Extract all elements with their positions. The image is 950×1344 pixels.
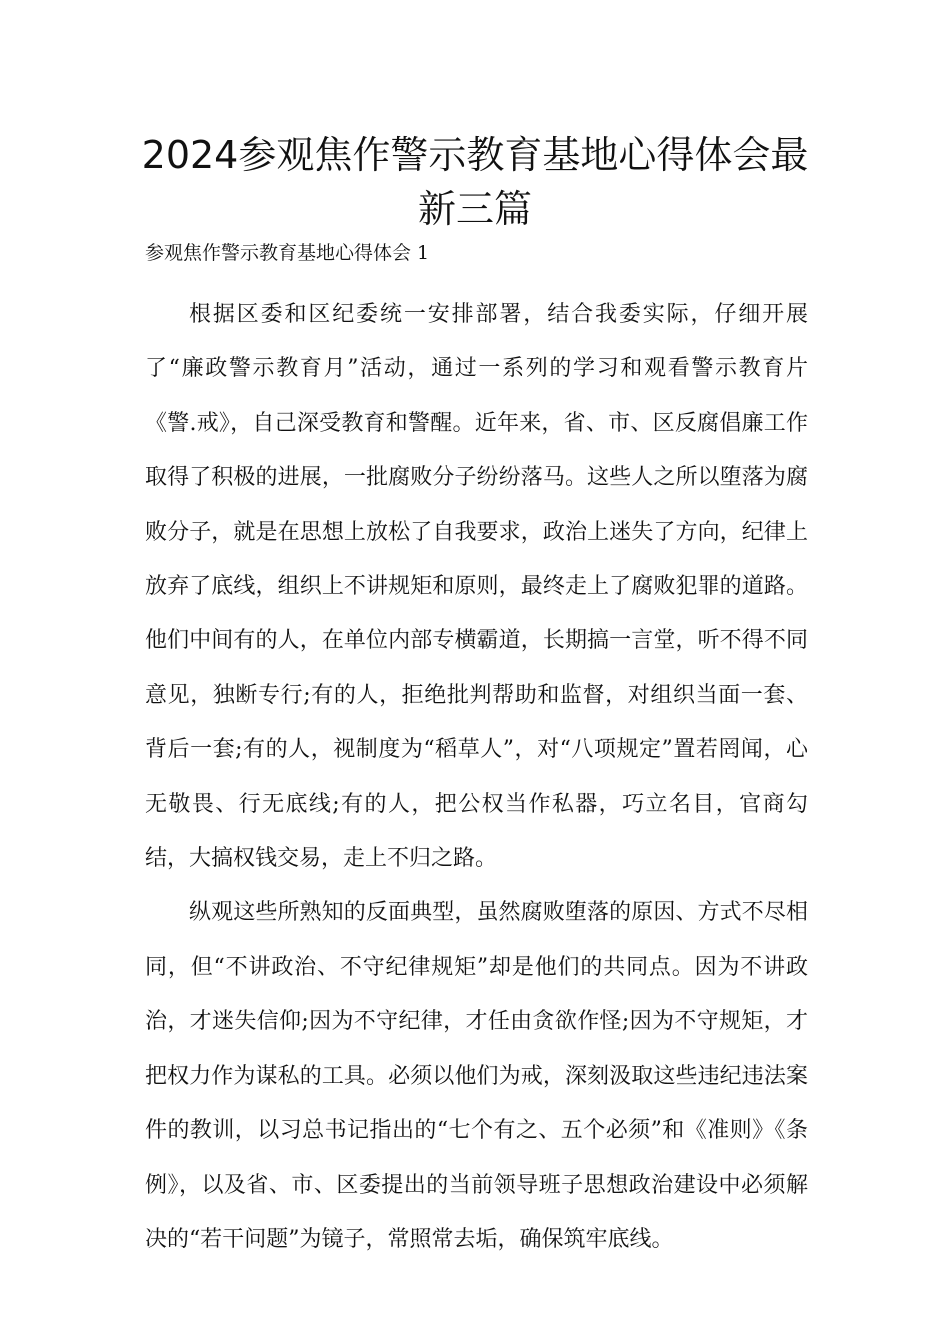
paragraph-2: 纵观这些所熟知的反面典型，虽然腐败堕落的原因、方式不尽相同，但“不讲政治、不守纪律规矩”却是他们的共同点。因为不讲政治，才迷失信仰;因为不守纪律，才任由贪欲作怪;因为不守规矩，才把权力作为谋私的工具。必须以他们为戒，深刻汲取这些违纪违法案件的教训，以习总书记指出的“七个有之、五个必须”和《准则》《条例》，以及省、市、区委提出的当前领导班子思想政治建设中必须解决的“若干问题”为镜子，常照常去垢，确保筑牢底线。: [145, 900, 808, 1252]
paragraph-1: 根据区委和区纪委统一安排部署，结合我委实际，仔细开展了“廉政警示教育月”活动，通过一系列的学习和观看警示教育片《警.戒》，自己深受教育和警醒。近年来，省、市、区反腐倡廉工作取得了积极的进展，一批腐败分子纷纷落马。这些人之所以堕落为腐败分子，就是在思想上放松了自我要求，政治上迷失了方向，纪律上放弃了底线，组织上不讲规矩和原则，最终走上了腐败犯罪的道路。他们中间有的人，在单位内部专横霸道，长期搞一言堂，听不得不同意见，独断专行;有的人，拒绝批判帮助和监督，对组织当面一套、背后一套;有的人，视制度为“稻草人”，对“八项规定”置若罔闻，心无敬畏、行无底线;有的人，把公权当作私器，巧立名目，官商勾结，大搞权钱交易，走上不归之路。: [145, 302, 808, 872]
document-body: [145, 288, 808, 1267]
section-heading: 参观焦作警示教育基地心得体会 1: [145, 242, 430, 264]
document-title: 2024参观焦作警示教育基地心得体会最新三篇: [141, 133, 809, 231]
